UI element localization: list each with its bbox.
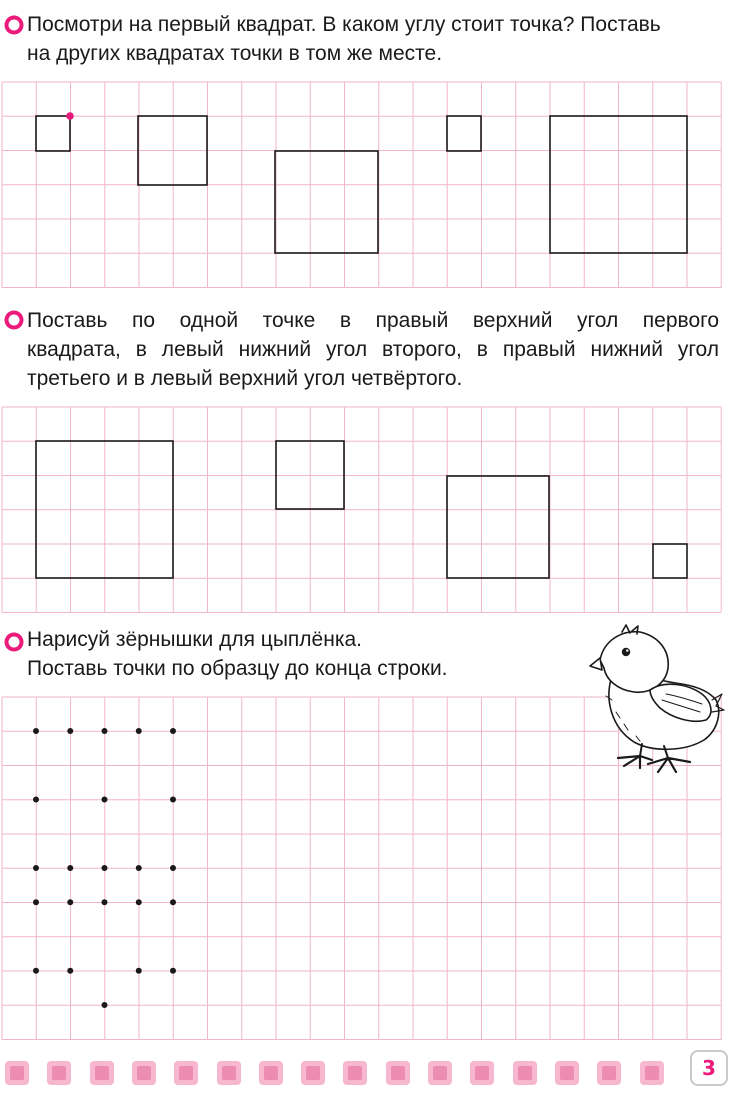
seed-dot: [67, 968, 73, 974]
grid-2-square-4: [653, 544, 687, 578]
sample-dot: [66, 112, 74, 120]
seed-dot: [102, 899, 108, 905]
seed-dot: [102, 1002, 108, 1008]
seed-dot: [136, 899, 142, 905]
footer-square: [217, 1061, 241, 1085]
footer-square: [513, 1061, 537, 1085]
grid-1-square-4: [447, 116, 481, 151]
footer-square: [132, 1061, 156, 1085]
seed-dot: [33, 865, 39, 871]
seed-dot: [102, 797, 108, 803]
footer-square: [301, 1061, 325, 1085]
grid-1-square-1: [36, 116, 70, 151]
grid-1: [2, 82, 721, 288]
seed-dot: [136, 865, 142, 871]
seed-dot: [67, 899, 73, 905]
seed-dot: [33, 728, 39, 734]
footer-square: [174, 1061, 198, 1085]
footer-square: [90, 1061, 114, 1085]
seed-dot: [136, 728, 142, 734]
page-number: 3: [690, 1050, 728, 1086]
task-3-line-2: Поставь точки по образцу до конца строки.: [27, 657, 448, 680]
grid-2: [2, 407, 721, 613]
footer-square: [640, 1061, 664, 1085]
footer-square: [386, 1061, 410, 1085]
task-2-line-3: третьего и в левый верхний угол четвёртого.: [27, 367, 463, 390]
task-1-line-1: Посмотри на первый квадрат. В каком углу стоит точка? Поставь: [27, 13, 661, 36]
footer-square: [555, 1061, 579, 1085]
grid-3: [2, 697, 721, 1040]
task-3-line-1: Нарисуй зёрнышки для цыплёнка.: [27, 628, 362, 651]
seed-dot: [33, 797, 39, 803]
seed-dot: [170, 797, 176, 803]
task-1-line-2: на других квадратах точки в том же месте.: [27, 42, 443, 65]
seed-dot: [67, 865, 73, 871]
seed-dot: [170, 865, 176, 871]
footer-square: [259, 1061, 283, 1085]
footer-square: [343, 1061, 367, 1085]
seed-dot: [102, 865, 108, 871]
footer-square: [5, 1061, 29, 1085]
seed-dot: [33, 968, 39, 974]
chick-illustration: [590, 625, 724, 772]
seed-dot: [170, 899, 176, 905]
grid-1-square-3: [275, 151, 378, 253]
task-2-line-2: квадрата, в левый нижний угол второго, в правый нижний угол: [27, 338, 719, 361]
task-2-line-1: Поставь по одной точке в правый верхний угол первого: [27, 309, 719, 332]
footer-square: [47, 1061, 71, 1085]
footer-square: [428, 1061, 452, 1085]
footer-square: [597, 1061, 621, 1085]
seed-dot: [170, 728, 176, 734]
seed-dot: [136, 968, 142, 974]
grid-2-square-3: [447, 476, 549, 578]
seed-dot: [67, 728, 73, 734]
seed-dot: [102, 728, 108, 734]
seed-dot: [33, 899, 39, 905]
footer-square: [470, 1061, 494, 1085]
seed-dot: [170, 968, 176, 974]
